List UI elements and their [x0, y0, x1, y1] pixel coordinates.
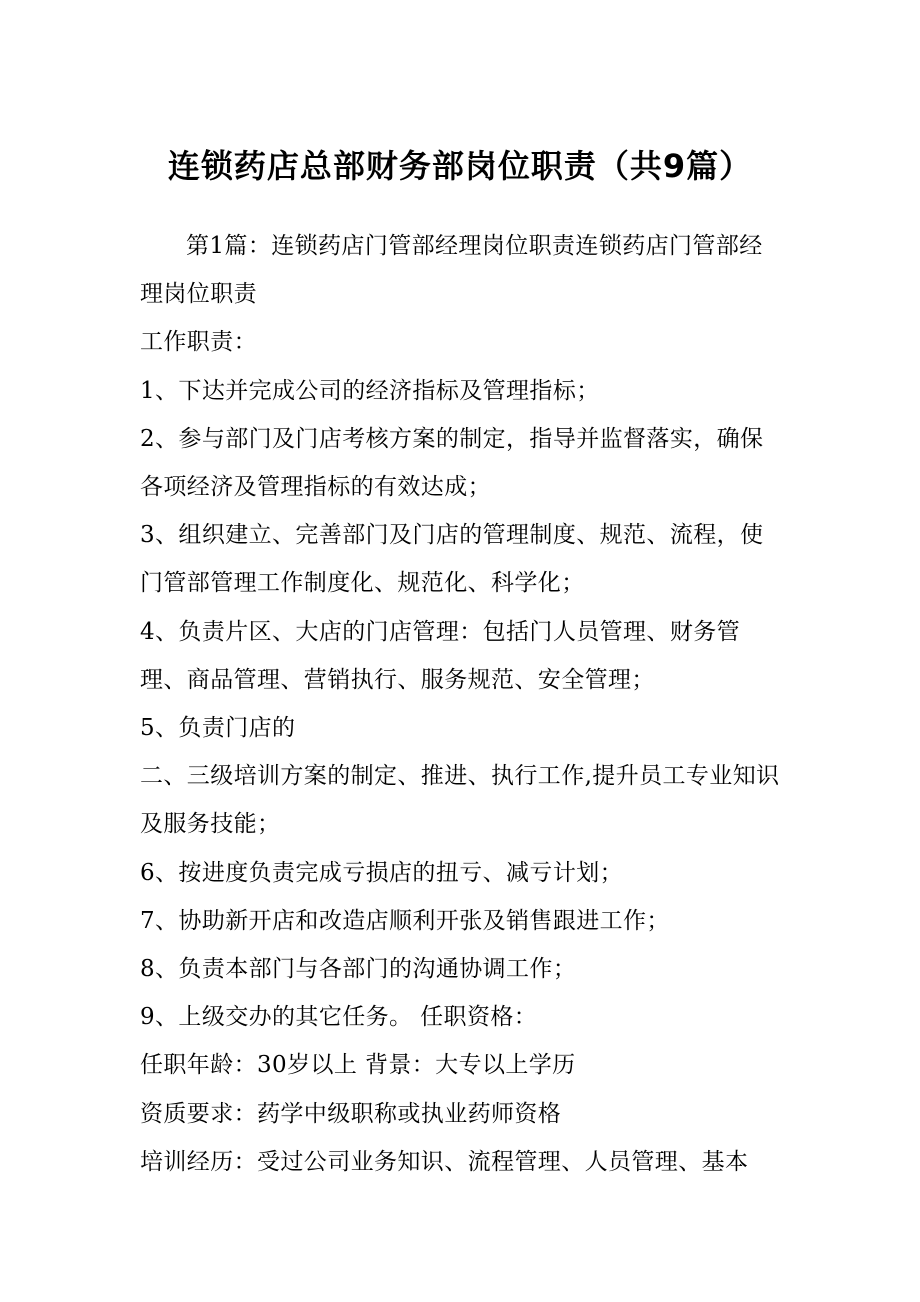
paragraph-duty-2: 2、参与部门及门店考核方案的制定，指导并监督落实，确保各项经济及管理指标的有效达成；: [140, 425, 764, 501]
paragraph-qualification-training: 培训经历：受过公司业务知识、流程管理、人员管理、基本: [140, 1148, 749, 1175]
document-body: [140, 222, 785, 1186]
paragraph-duty-3: 3、组织建立、完善部门及门店的管理制度、规范、流程，使门管部管理工作制度化、规范化、科学化；: [140, 522, 764, 597]
document-title: 连锁药店总部财务部岗位职责（共9篇）: [167, 147, 753, 185]
paragraph-qualification-age: 任职年龄：30岁以上 背景：大专以上学历: [140, 1052, 576, 1079]
paragraph-duties-heading: 工作职责：: [140, 329, 257, 356]
paragraph-duty-5: 5、负责门店的: [140, 715, 296, 742]
paragraph-duty-9: 9、上级交办的其它任务。 任职资格：: [140, 1004, 538, 1031]
paragraph-duty-1: 1、下达并完成公司的经济指标及管理指标；: [140, 377, 600, 404]
paragraph-qualification-certification: 资质要求：药学中级职称或执业药师资格: [140, 1100, 562, 1127]
paragraph-duty-6: 6、按进度负责完成亏损店的扭亏、减亏计划；: [140, 859, 624, 886]
paragraph-duty-7: 7、协助新开店和改造店顺利开张及销售跟进工作；: [140, 907, 670, 934]
paragraph-duty-5-continued: 二、三级培训方案的制定、推进、执行工作,提升员工专业知识及服务技能；: [140, 763, 780, 838]
paragraph-duty-4: 4、负责片区、大店的门店管理：包括门人员管理、财务管理、商品管理、营销执行、服务规范、安全管理；: [140, 618, 741, 693]
paragraph-duty-8: 8、负责本部门与各部门的沟通协调工作；: [140, 956, 577, 983]
paragraph-intro: 第1篇：连锁药店门管部经理岗位职责连锁药店门管部经理岗位职责: [140, 233, 763, 308]
